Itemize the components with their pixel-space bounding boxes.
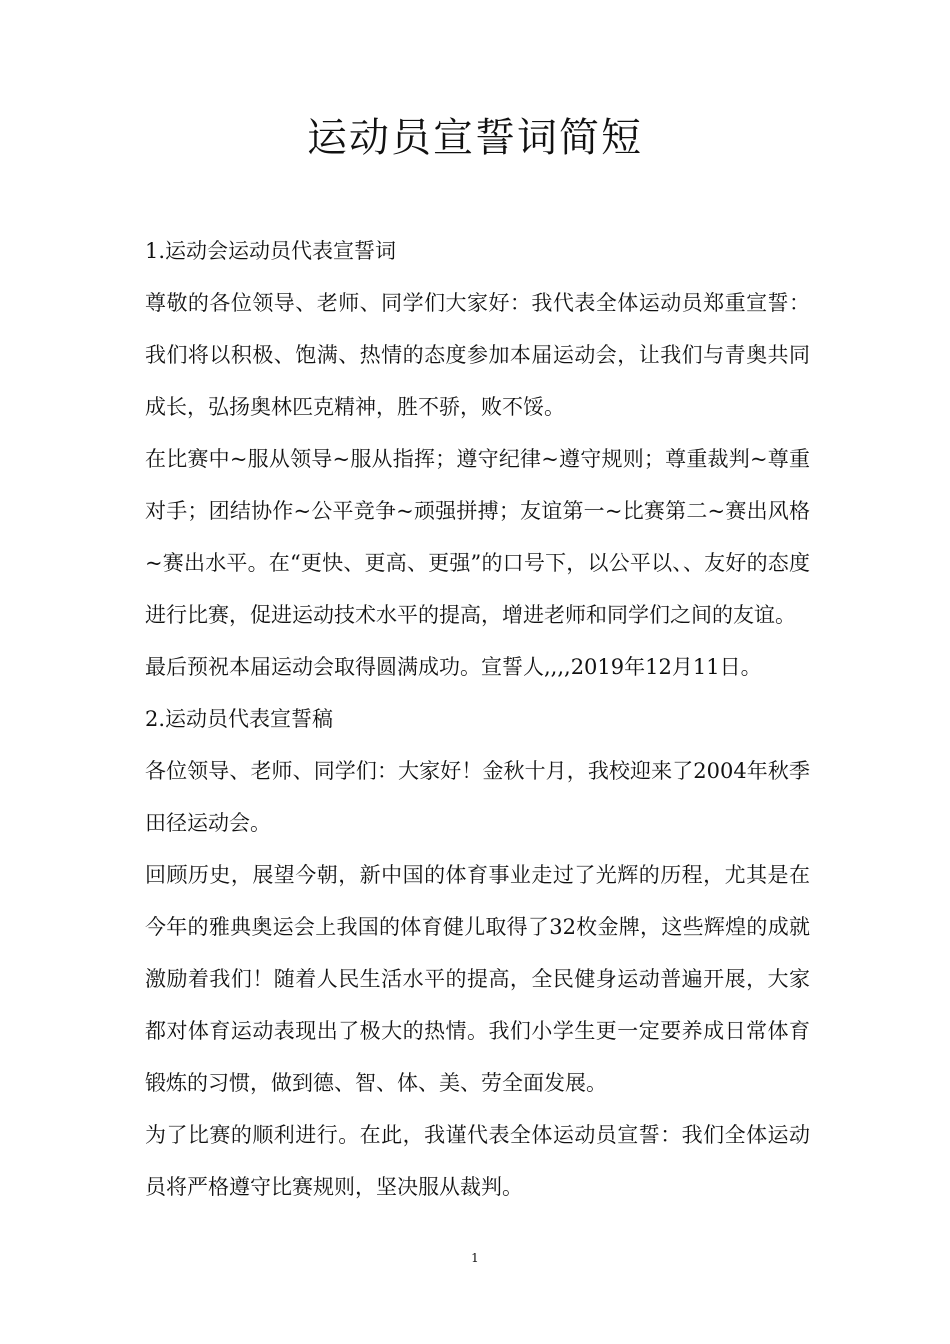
paragraph: 回顾历史，展望今朝，新中国的体育事业走过了光辉的历程，尤其是在今年的雅典奥运会上我国的体育健儿取得了32枚金牌，这些辉煌的成就激励着我们！随着人民生活水平的提高，全民健身运动普遍开展，大家都对体育运动表现出了极大的热情。我们小学生更一定要养成日常体育锻炼的习惯，做到德、智、体、美、劳全面发展。 [145,863,810,1095]
document-body [145,225,810,1213]
section-heading: 1.运动会运动员代表宣誓词 [145,239,397,263]
paragraph: 在比赛中~服从领导~服从指挥；遵守纪律~遵守规则；尊重裁判~尊重对手；团结协作~公平竞争~顽强拼搏；友谊第一~比赛第二~赛出风格~赛出水平。在“更快、更高、更强”的口号下，以公平以、、友好的态度进行比赛，促进运动技术水平的提高，增进老师和同学们之间的友谊。 [145,447,810,627]
paragraph: 尊敬的各位领导、老师、同学们大家好：我代表全体运动员郑重宣誓：我们将以积极、饱满、热情的态度参加本届运动会，让我们与青奥共同成长，弘扬奥林匹克精神，胜不骄，败不馁。 [145,291,810,419]
paragraph: 为了比赛的顺利进行。在此，我谨代表全体运动员宣誓：我们全体运动员将严格遵守比赛规则，坚决服从裁判。 [145,1123,810,1199]
paragraph: 各位领导、老师、同学们：大家好！金秋十月，我校迎来了2004年秋季田径运动会。 [145,759,810,835]
section-heading: 2.运动员代表宣誓稿 [145,707,334,731]
page-number: 1 [471,1251,479,1265]
page-title: 运动员宣誓词简短 [307,115,643,161]
paragraph: 最后预祝本届运动会取得圆满成功。宣誓人,,,,2019年12月11日。 [145,655,762,679]
